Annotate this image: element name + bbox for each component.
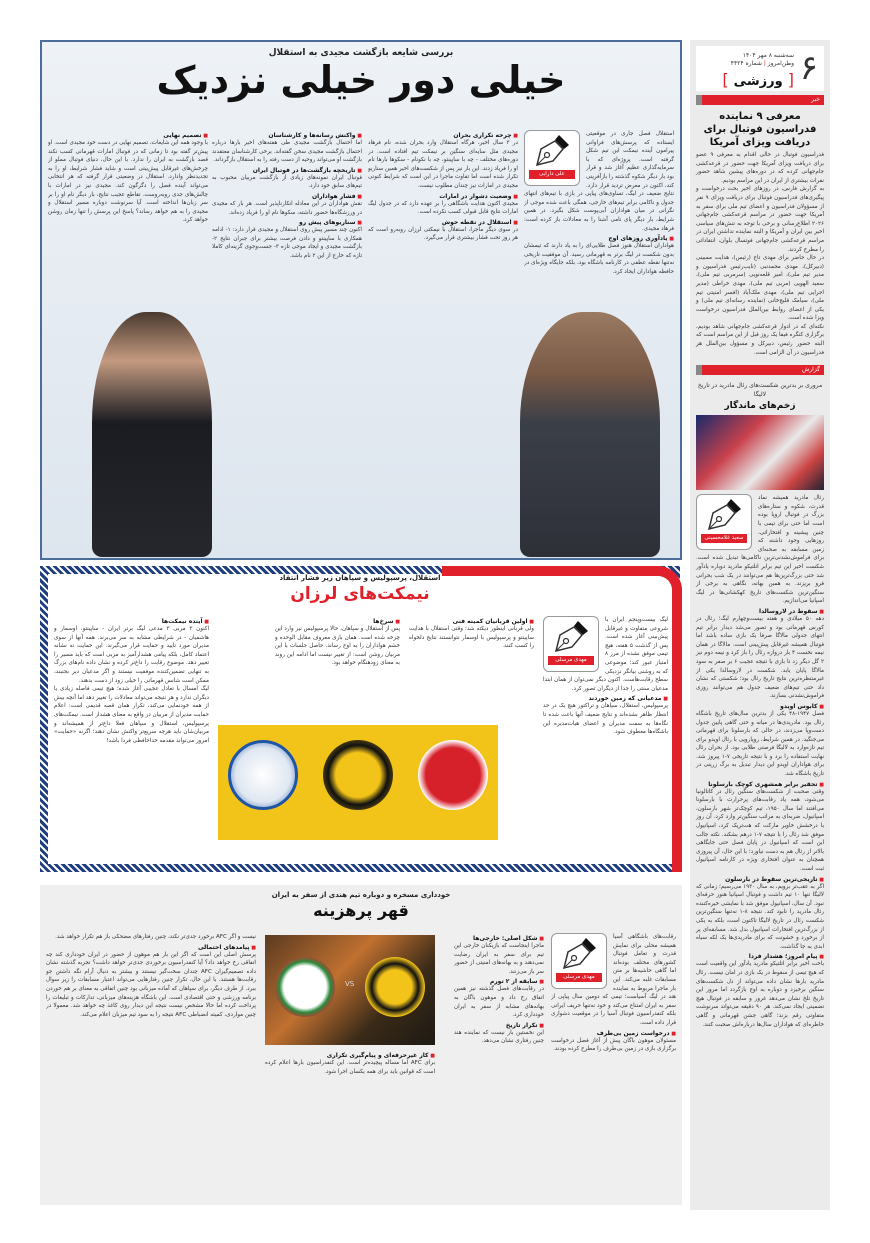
news-body: فدراسیون فوتبال در حالی اقدام به معرفی ۹ عضو برای دریافت ویزای آمریکا جهت حضور در قرعه‌کشی جام‌جهانی کرده که در دوره‌های پیشین شاهد حضور نفرات بیشتری از ایران در این مراسم بودیم. به گزارش فارس، در روزهای اخیر بحث درخواست و پیگیری‌های فدراسیون فوتبال برای دریافت ویزای ۹ نفر از مسؤولان فدراسیون و اعضای تیم ملی برای سفر به آمریکا جهت حضور در مراسم قرعه‌کشی جام‌جهانی ۲۰۲۶ اطلاع‌رسانی و برخی با توجه به تنش‌های سیاسی اخیر بین ایران و آمریکا و البته نماینده نداشتن ایران در مراسم قرعه‌کشی جام‌جهانی فوتسال بلوان، انتقاداتی را مطرح کردند. در حال حاضر برای مهدی تاج (رئیس)، هدایت ممبینی (دبیرکل)، مهدی محمدنبی (نایب‌رئیس فدراسیون و مدیر تیم ملی)، امیر قلعه‌نویی (سرمربی تیم ملی)، سعید الهویی (مربی تیم ملی)، مهدی خراطی (مدیر اجرایی تیم ملی)، مهدی ملک‌آباد (افسر امنیتی تیم ملی)، سیامک قلیچ‌خانی (نماینده رسانه‌ای تیم ملی) و یکی از اعضای روابط بین‌الملل فدراسیون درخواست ویزا شده است. نکته‌ای که در ادوار قرعه‌کشی جام‌جهانی شاهد بودیم، برگزاری کنگره فیفا یک روز قبل از این مراسم است که البته حضور رئیس، دبیرکل و مسؤول بین‌الملل هر فدراسیون در آن الزامی است. bbox=[696, 152, 825, 356]
author-name: مهدی مرسلی bbox=[556, 973, 602, 982]
article-majidi bbox=[40, 40, 682, 560]
author-box bbox=[551, 933, 607, 989]
logos-band bbox=[218, 725, 498, 840]
section-title: [ ورزشی ] bbox=[722, 70, 794, 89]
article-shaky-benches bbox=[40, 560, 682, 878]
page-number: ۶ bbox=[799, 48, 818, 88]
pen-nib-icon bbox=[533, 133, 571, 169]
author-box bbox=[524, 130, 580, 186]
issue-number: شماره ۴۴۲۴ bbox=[730, 60, 762, 67]
report-body: سعید غلامحسینی رئال مادرید همیشه نماد قدرت، شکوه و ستاره‌های بزرگ در فوتبال اروپا بوده است اما حتی برای تیمی با چنین پیشینه و افتخاراتی، روزهایی وجود داشته که زمین مسابقه به صحنه‌ای برای فراموش‌نشدنی‌ترین ناکامی‌ها تبدیل شده است. شکست اخیر این تیم برابر اتلتیکو مادرید دوباره یادآور شد حتی بزرگ‌ترین‌ها هم می‌توانند در یک شب بحرانی فرو بریزند. به همین بهانه، نگاهی به برخی از سنگین‌ترین شکست‌های تاریخ کهکشانی‌ها در لیگ اسپانیا می‌اندازیم. ■ سقوط در لاروسالدا دهه ۵۰ میلادی و هفته بیست‌وچهارم لیگ؛ رئال در کورس قهرمانی بود و تصور می‌شد دیدار برابر تیم انتهای جدولی مالاگا صرفا یک بازی ساده باشد اما فوتبال همیشه غیرقابل پیش‌بینی است. مالاگا در همان نیمه نخست ۴ بار دروازه رئال را باز کرد و نیمه دوم نیز ۲ گل دیگر زد تا بازی با نتیجه عجیب ۶ بر صفر به سود مالاگا پایان یابد. شکست در لاروسالدا یکی از غیرمنتظره‌ترین نتایج تاریخ رئال بود؛ شکستی که نشان داد حتی تیم‌های ضعیف جدول هم می‌توانند روزی فراموش‌نشدنی بسازند. ■ کابوس اویدو فصل ۱۹۴۷-۴۸ یکی از بدترین سال‌های تاریخ باشگاه رئال بود. مادریدی‌ها در میانه و حتی گاهی پایین جدول دست‌وپا می‌زدند، در حالی که بارسلونا برای قهرمانی می‌جنگید. در همین شرایط، رویارویی با رئال اویدو برای تیم تازه‌وارد به لالیگا فرصتی طلایی بود. از بحران رئال نهایت استفاده را برد و با نتیجه تاریخی ۷-۱ پیروز شد. برای هواداران اویدو این دیدار تبدیل به برگ زرینی در تاریخ باشگاه شد. ■ تحقیر برابر همشهری کوچک بارسلونا وقتی صحبت از شکست‌های سنگین رئال در کاتالونیا می‌شود، همه یاد رقابت‌های پرحرارت با بارسلونا می‌افتند اما سال ۱۹۵۰، تیم کوچک‌تر شهر بارسلون، اسپانیول، ضربه‌ای به مراتب سنگین‌تر وارد کرد. آن روز با درخشش خاویر مارکت که هت‌تریک کرد، اسپانیول موفق شد رئال را با نتیجه ۷-۱ درهم بشکند. نکته جالب این است که اسپانیول در پایان فصل حتی جایگاهی بالاتر از رئال هم به دست نیاورد؛ با این حال، آن پیروزی همچنان به عنوان افتخاری ویژه در کارنامه اسپانیول ثبت است. ■ تاریخی‌ترین سقوط در بارسلون اگر به عقب‌تر برویم، به سال ۱۹۳۰ می‌رسیم؛ زمانی که لالیگا تنها ۱۰ تیم داشت و فوتبال اسپانیا هنوز حرفه‌ای نبود. آن سال، اسپانیول موفق شد با نمایشی خیره‌کننده رئال مادرید را تابود کند. نتیجه ۸-۱ نه‌تنها سنگین‌ترین شکست رئال در تاریخ لالیگا تاکنون است، بلکه به یکی از بزرگ‌ترین افتخارات اسپانیول بدل شد. مسابقه‌ای پر از برخورد و خشونت که برای مادریدی‌ها یک لکه سیاه ابدی به جا گذاشت. ■ پیام امروز؛ هشدار فردا باخت اخیر برابر اتلتیکو مادرید یادآور این واقعیت است که هیچ تیمی از سقوط در یک بازی در امان نیست. رئال مادرید بارها نشان داده می‌تواند از دل شکست‌های سنگین برخیزد و دوباره به اوج بازگردد اما مرور این تاریخ تلخ نشان می‌دهد غرور و سابقه در فوتبال هیچ تضمینی ایجاد نمی‌کند. هر ۹۰ دقیقه می‌تواند سرنوشت متفاوتی رقم بزند؛ گاهی جشن قهرمانی و گاهی خاطره‌ای که هواداران سال‌ها درباره‌اش صحبت کنند. bbox=[696, 494, 824, 1029]
coach-photo-left bbox=[92, 312, 212, 557]
article1-col-3: ■ واکنش رسانه‌ها و کارشناسان اما احتمال بازگشت مجیدی طی هفته‌های اخیر بارها درباره احتمال بازگشت مجیدی سخن گفته‌اند. برخی کارشناسان معتقدند بازگشت او می‌تواند روحیه از دست رفته را به استقلال بازگرداند. ■ تاریخچه بازگشت‌ها در فوتبال ایران فوتبال ایران نمونه‌های زیادی از بازگشت مربیان محبوب به تیم‌های سابق خود دارد. ■ فشار هواداران نقش هواداران در این معادله انکارناپذیر است. هر بار که مجیدی در ورزشگاه‌ها حضور داشته، سکوها نام او را فریاد زده‌اند. ■ سناریوهای پیش رو اکنون چند مسیر پیش روی استقلال و مجیدی قرار دارد: ۱- ادامه همکاری با ساپینتو و دادن فرصت بیشتر برای جبران نتایج ۲- بازگشت مجیدی و ایجاد موجی تازه ۳- جست‌وجوی گزینه‌ای کاملا تازه که خارج از این ۲ نام باشد. bbox=[212, 130, 362, 550]
pen-nib-icon bbox=[560, 936, 598, 972]
author-box bbox=[696, 494, 752, 550]
author-box bbox=[543, 616, 599, 672]
article3-col-left: نیست و اگر AFC برخورد جدی‌تر نکند، چنین رفتارهای مضحکی باز هم تکرار خواهد شد. ■ پیامدهای احتمالی پرسش اصلی این است که اگر این بار هم موهون از حضور در ایران خودداری کند چه اتفاقی رخ خواهد داد؟ آیا کنفدراسیون برخوردی جدی‌تر خواهد داشت؟ تجربه گذشته نشان داده تصمیم‌گیران AFC چندان سخت‌گیر نیستند و بیشتر به دنبال آرام نگه داشتن جو رقابت‌ها هستند. با این حال، تکرار چنین رفتارهایی می‌تواند اعتبار مسابقات را زیر سوال ببرد. از طرف دیگر، برای سپاهان که آماده میزبانی بود چنین اتفاقی به معنای بر هم خوردن برنامه ورزشی و حتی اقتصادی است. این باشگاه هزینه‌های میزبانی، تدارکات و تبلیغات را پرداخت کرده اما حالا مشخص نیست نتیجه این دیدار روی کاغذ چه خواهد شد. معمولا در چنین مواردی، کمیته انضباطی AFC نتیجه را به سود تیم میزبان اعلام می‌کند. bbox=[46, 933, 256, 1203]
article3-kicker: خودداری مسخره و دوباره تیم هندی از سفر به ایران bbox=[271, 891, 451, 899]
article2-col-left: ■ آینده نیمکت‌ها اکنون ۳ مربی ۳ مدعی لیگ برتر ایران - ساپینتو، اوسمار و هاشمیان - در شرایطی مشابه به سر می‌برند. همه آنها از سوی مدیران مورد تایید و حمایت قرار می‌گیرند. این حمایت نه نشانه اعتماد کامل، بلکه پیامی هشدارآمیز به مربی است که باید مسیر را تغییر دهد. موضوع رقابت را داغ‌تر کرده و نشان داده نام‌های بزرگ به تنهایی تضمین‌کننده موفقیت نیستند و اگر مدعیان دیر بجنبند، ممکن است شانس قهرمانی را خیلی زود از دست بدهند. لیگ امسال با تعادل عجیبی آغاز شده؛ هیچ تیمی فاصله زیادی با دیگران ندارد و هر نتیجه می‌تواند معادلات را تغییر دهد اما آنچه بیش از همه خودنمایی می‌کند، تکرار همان قصه قدیمی است: اعلام حمایت مدیران از مربیان در واقع به معنای هشدار است. نیمکت‌های پرسپولیس، استقلال و سپاهان فعلا داغ‌تر از همیشه‌اند و مربیان‌شان باید هرچه سریع‌تر واکنش نشان دهند؛ اگرنه «حمایت» امروز می‌تواند مقدمه خداحافظی فردا باشد! bbox=[54, 616, 209, 866]
masthead bbox=[696, 46, 824, 91]
news-title: معرفی ۹ نماینده فدراسیون فوتبال برای دریافت ویزای آمریکا bbox=[703, 111, 817, 148]
article2-col-right: مهدی مرسلی لیگ بیست‌وپنجم ایران با شروعی متفاوت و غیرقابل پیش‌بینی آغاز شده است. پس از گذشت ۵ هفته، هیچ تیمی موفق نشده از مرز ۸ امتیاز عبور کند؛ موضوعی که به روشنی بیانگر نزدیکی سطح رقابت‌هاست. اکنون دیگر نمی‌توان از همان ابتدا مدعیان سنتی را جدا از دیگران تصور کرد. ■ مدعیانی که زمین خوردند پرسپولیس، استقلال، سپاهان و تراکتور هیچ یک در حد انتظار ظاهر نشده‌اند و نتایج ضعیف آنها باعث شده تا نگاه‌ها به سمت مدیران و اعضای هیات‌مدیره این باشگاه‌ها معطوف شود. bbox=[543, 616, 668, 866]
esteghlal-logo bbox=[228, 740, 298, 810]
mohun-bagan-logo bbox=[275, 957, 335, 1017]
sepahan-logo bbox=[323, 740, 393, 810]
persepolis-logo bbox=[418, 740, 488, 810]
sidebar bbox=[690, 40, 830, 1210]
pen-nib-icon bbox=[705, 497, 743, 533]
article2-kicker: استقلال، پرسپولیس و سپاهان زیر فشار انتقاد bbox=[279, 574, 441, 582]
article1-col-left: ■ تصمیم نهایی با وجود همه این شایعات، تصمیم نهایی در دست خود مجیدی است. او پیش‌تر گفته بود تا زمانی که در فوتبال امارات قهرمانی کسب نکند قصد بازگشت به ایران را ندارد. با این حال، دنیای فوتبال مملو از چرخش‌های غیرقابل پیش‌بینی است و شاید فشار شرایط، او را به تجدیدنظر وادارد. استقلال در وضعیتی قرار گرفته که هر انتخابی می‌تواند آینده فصل را دگرگون کند. مجیدی نیز در امارات با چالش‌های جدی روبه‌روست. تقاطع عجیب نتایج، بار دیگر نام او را بر سر زبان‌ها انداخته است. آیا سرنوشت دوباره مسیر استقلال و مجیدی را به هم خواهد رساند؟ پاسخ این پرسش را تنها زمان روشن خواهد کرد. bbox=[48, 130, 208, 310]
player-photo-right bbox=[520, 312, 660, 557]
match-graphic bbox=[265, 935, 435, 1045]
masthead-date: سه‌شنبه ۸ مهر ۱۴۰۴ bbox=[742, 52, 794, 59]
article-costly-sulk bbox=[40, 885, 682, 1205]
article3-col-3: ■ کار غیرحرفه‌ای و پیام‌گیری تکراری برای AFC اما مساله پیچیده‌تر است. این کنفدراسیون بارها اعلام کرده است که قوانین باید برای همه یکسان اجرا شود. bbox=[265, 1050, 435, 1200]
article2-col-3: ■ سرخ‌ها پس از استقلال و سپاهان، حالا پرسپولیس نیز وارد این چرخه شده است. همان بازی معروف مقابل الوحده و خشم هواداران را به اوج رساند. حاصل جلسات با این مربیان روشن است: از تغییر نیست اما ادامه این روند به معنای زودهنگام خواهد بود. bbox=[275, 616, 400, 716]
paper-name: وطن‌امروز bbox=[767, 60, 794, 67]
section-name: ورزشی bbox=[733, 74, 783, 89]
article1-kicker: بررسی شایعه بازگشت مجیدی به استقلال bbox=[268, 48, 454, 58]
vs-label: VS bbox=[345, 980, 355, 988]
sepahan-logo bbox=[365, 957, 425, 1017]
pen-nib-icon bbox=[552, 619, 590, 655]
news-label: خبر bbox=[696, 95, 824, 105]
masthead-issue: وطن‌امروز | شماره ۴۴۲۴ bbox=[730, 60, 794, 67]
author-name: مهدی مرسلی bbox=[548, 656, 594, 665]
article1-headline: خیلی دور خیلی نزدیک bbox=[156, 58, 566, 102]
author-name: علی دارابی bbox=[529, 170, 575, 179]
article1-col-2: ■ چرخه تکراری بحران در ۳ سال اخیر، هرگاه استقلال وارد بحران شده، نام فرهاد مجیدی مثل سایه‌ای سنگین بر نیمکت تیم افتاده است. در دوره‌های مختلف - چه با ساپینتو، چه با نکونام - سکوها بارها نام او را فریاد زدند. این بار نیز پس از شکست‌های اخیر همین سناریو تکرار شده است اما تفاوت ماجرا در این است که شرایط کنونی مجیدی در امارات نیز چندان مطلوب نیست. ■ وضعیت دشوار در امارات مجیدی اکنون هدایت باشگاهی را بر عهده دارد که در جدول لیگ امارات نتایج قابل قبولی کسب نکرده است. ■ استقلال در نقطه حوش در سوی دیگر ماجرا، استقلال با نیمکتی لرزان روبه‌رو است که هر روز تحت فشار بیشتری قرار می‌گیرد. bbox=[368, 130, 518, 550]
article3-headline: قهر پرهزینه bbox=[313, 901, 409, 920]
article1-col-right: علی دارابی استقلال فصل جاری در موقعیتی ایستاده که پرسش‌های فراوانی پیرامون آینده نیمکت این تیم شکل گرفته است. پروژه‌ای که با سرمایه‌گذاری عظیم آغاز شد و قرار بود بار دیگر شکوه گذشته را بازآفرینی کند، اکنون در معرض تردید قرار دارد. نتایج ضعیف در لیگ، تساوی‌های پیاپی در بازی با تیم‌های انتهای جدول و ناکامی برابر تیم‌های خارجی، همگی باعث شده موجی از نگرانی در میان هواداران آبی‌پوست شکل بگیرد. در همین شرایط، بار دیگر پای نامی آشنا را به معادلات باز کرده است: فرهاد مجیدی. ■ یادآوری روزهای اوج هواداران استقلال هنوز فصل طلایی‌ای را به یاد دارند که تیمشان بدون شکست در لیگ برتر به قهرمانی رسید. آن موفقیت تاریخی نه‌تنها نقطه عطفی در کارنامه باشگاه بود، بلکه جایگاه ویژه‌ای در حافظه هواداران ایجاد کرد. bbox=[524, 130, 674, 550]
article2-header bbox=[230, 574, 490, 604]
article2-col-2: ■ اولین قربانیان کمیته فنی ولی قربانی اینطور دیکته شد؛ وقتی استقلال با هدایت ساپینتو و پرسپولیس با اوسمار نتوانستند نتایج دلخواه را کسب کنند. bbox=[409, 616, 534, 716]
author-name: سعید غلامحسینی bbox=[701, 534, 747, 543]
real-madrid-photo bbox=[696, 415, 824, 490]
report-kicker: مروری بر بدترین شکست‌های رئال مادرید در تاریخ لالیگا bbox=[697, 382, 823, 399]
report-title: زخم‌های ماندگار bbox=[724, 401, 796, 412]
report-label: گزارش bbox=[696, 365, 824, 375]
article2-headline: نیمکت‌های لرزان bbox=[290, 584, 430, 604]
article3-col-right: مهدی مرسلی رقابت‌های باشگاهی آسیا همیشه محلی برای نمایش قدرت و تعامل فوتبال کشورهای مختلف بوده‌اند اما گاهی حاشیه‌ها بر متن مسابقات غلبه می‌کند. این بار ماجرا مربوط به نماینده هند در لیگ آسیاست؛ تیمی که دومین سال پیاپی از سفر به ایران امتناع می‌کند و خود نه‌تنها حریف ایرانی بلکه کنفدراسیون فوتبال آسیا را در موقعیت دشواری قرار داده است. ■ درخواست زمین بی‌طرف مسئولان موهون باگان پیش از آغاز فصل درخواست برگزاری بازی در زمین بی‌طرف را مطرح کرده بودند. bbox=[551, 933, 676, 1203]
article3-col-2: ■ شکل اصلی: خارجی‌ها ماجرا اینجاست که بازیکنان خارجی این تیم برای سفر به ایران رضایت نمی‌دهند و به بهانه‌های امنیتی از حضور سر باز می‌زنند. ■ سابقه از ۲ تورم در رقابت‌های فصل گذشته نیز همین اتفاق رخ داد و موهون باگان به بهانه‌های مشابه از سفر به ایران خودداری کرد. ■ تکرار تاریخ این نخستین بار نیست که نماینده هند چنین رفتاری نشان می‌دهد. bbox=[454, 933, 544, 1203]
